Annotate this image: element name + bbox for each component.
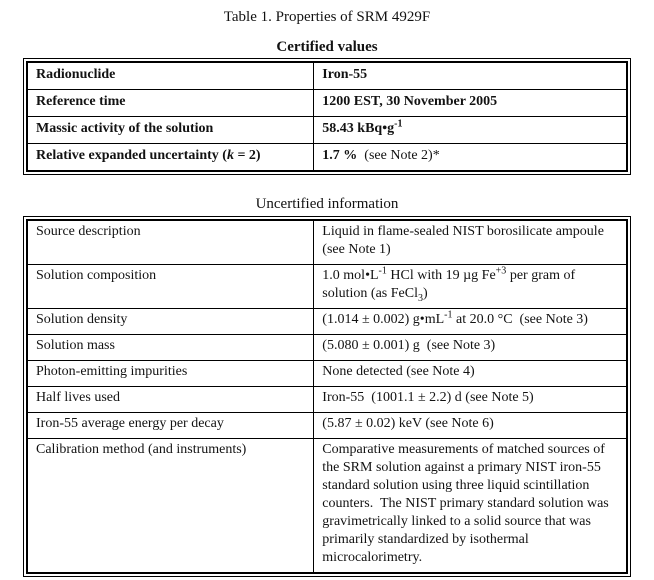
table-row	[27, 265, 627, 309]
table-row	[27, 309, 627, 335]
table-row	[27, 144, 627, 172]
row-label-cell: Relative expanded uncertainty (k = 2)	[27, 144, 314, 172]
row-value-cell: (5.87 ± 0.02) keV (see Note 6)	[314, 413, 627, 439]
certified-values-heading: Certified values	[276, 39, 378, 55]
row-value-cell: Liquid in flame-sealed NIST borosilicate ampoule (see Note 1)	[314, 220, 627, 265]
row-value-cell: Comparative measurements of matched sources of the SRM solution against a primary NIST iron-55 standard solution using three liquid scintillation counters. The NIST primary standard solution was gravimetrically linked to a solid source that was primarily standardized by isothermal microcalorimetry.	[314, 439, 627, 574]
row-label-cell: Half lives used	[27, 387, 314, 413]
uncertified-information-table	[26, 219, 628, 574]
row-label-cell: Solution composition	[27, 265, 314, 309]
row-value-cell: (1.014 ± 0.002) $g•mL^{-1}$ at 20.0 °C (see Note 3)	[314, 309, 627, 335]
row-value-cell: Iron-55 (1001.1 ± 2.2) d (see Note 5)	[314, 387, 627, 413]
table-row	[27, 439, 627, 574]
row-value-cell: None detected (see Note 4)	[314, 361, 627, 387]
table-row	[27, 413, 627, 439]
table-row	[27, 117, 627, 144]
row-label-cell: Calibration method (and instruments)	[27, 439, 314, 574]
uncertified-information-heading: Uncertified information	[255, 196, 399, 212]
row-label-cell: Solution density	[27, 309, 314, 335]
row-label-cell: Reference time	[27, 90, 314, 117]
row-value-cell: 1200 EST, 30 November 2005	[314, 90, 627, 117]
row-label-cell: Radionuclide	[27, 62, 314, 90]
row-value-cell: 58.43 $kBq•g^{-1}$	[314, 117, 627, 144]
row-label-cell: Source description	[27, 220, 314, 265]
table-row	[27, 387, 627, 413]
certified-values-table	[26, 61, 628, 172]
uncertified-information-table-frame	[23, 216, 631, 577]
row-label-cell: Solution mass	[27, 335, 314, 361]
row-value-cell: 1.0 $mol•L^{-1}$ HCl with 19 µg $Fe^{+3}$ per gram of solution (as FeCl$_3$)	[314, 265, 627, 309]
row-value-cell: 1.7 % (see Note 2)*	[314, 144, 627, 172]
certified-values-table-frame	[23, 58, 631, 175]
row-label-cell: Iron-55 average energy per decay	[27, 413, 314, 439]
table-row	[27, 220, 627, 265]
row-value-cell: (5.080 ± 0.001) g (see Note 3)	[314, 335, 627, 361]
row-label-cell: Photon-emitting impurities	[27, 361, 314, 387]
row-value-cell: Iron-55	[314, 62, 627, 90]
table-row	[27, 335, 627, 361]
table-row	[27, 90, 627, 117]
table-row	[27, 361, 627, 387]
table-caption: Table 1. Properties of SRM 4929F	[223, 9, 431, 25]
row-label-cell: Massic activity of the solution	[27, 117, 314, 144]
table-row	[27, 62, 627, 90]
